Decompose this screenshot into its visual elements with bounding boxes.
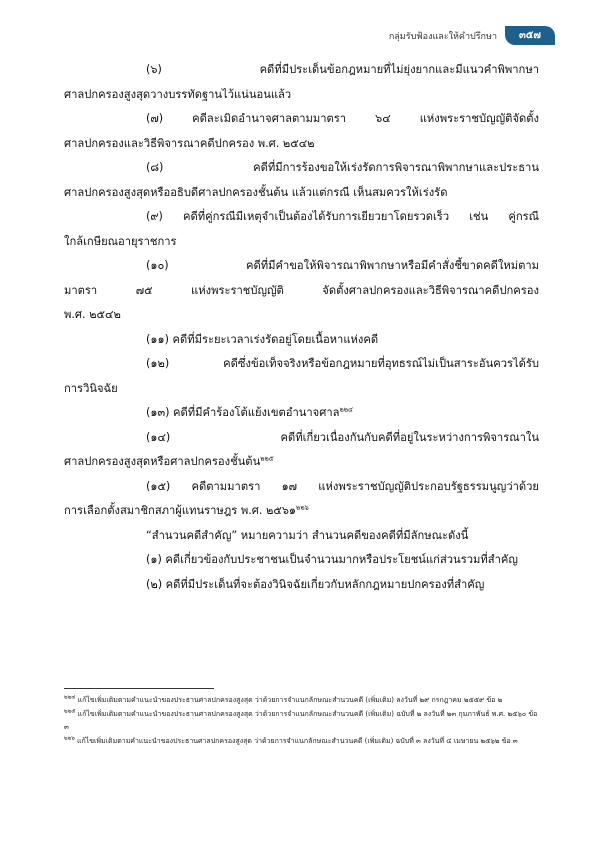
paragraph-item-9-cont: ใกล้เกษียณอายุราชการ [64,234,177,248]
footnote-mark-226: ๒๒๖ [64,735,75,742]
footnote-ref-226[interactable]: ๒๒๖ [296,503,309,512]
footnote-text-226: แก้ไขเพิ่มเติมตามคำแนะนำของประธานศาลปกครองสูงสุด ว่าด้วยการจำแนกลักษณะสำนวนคดี (เพิ่มเติม) ฉบับที่ ๓ ลงวันที่ ๔ เมษายน ๒๕๖๒ ข้อ ๓ [76,737,518,745]
page-header [389,26,555,45]
paragraph-item-10: (๑๐) คดีที่มีคำขอให้พิจารณาพิพากษาหรือมีคำสั่งชี้ขาดคดีใหม่ตาม [146,259,539,272]
paragraph-item-13: (๑๓) คดีที่มีคำร้องโต้แย้งเขตอำนาจศาล [146,406,340,419]
definition-paragraph: “สำนวนคดีสำคัญ” หมายความว่า สำนวนคดีของคดีที่มีลักษณะดังนี้ [146,528,469,542]
paragraph-item-13-line [64,401,539,426]
definition-item-2: (๒) คดีที่มีประเด็นที่จะต้องวินิจฉัยเกี่ยวกับหลักกฎหมายปกครองที่สำคัญ [146,577,485,591]
paragraph-item-15: (๑๕) คดีตามมาตรา ๑๗ แห่งพระราชบัญญัติประกอบรัฐธรรมนูญว่าด้วย [146,479,539,493]
paragraph-item-12: (๑๒) คดีซึ่งข้อเท็จจริงหรือข้อกฎหมายที่อุทธรณ์ไม่เป็นสาระอันควรได้รับ [146,357,539,370]
footnote-mark-225: ๒๒๕ [64,708,76,715]
paragraph-item-8-cont: ศาลปกครองสูงสุดหรืออธิบดีศาลปกครองชั้นต้น แล้วแต่กรณี เห็นสมควรให้เร่งรัด [64,185,448,199]
footnote-ref-224[interactable]: ๒๒๔ [339,405,353,414]
paragraph-item-14: (๑๔) คดีที่เกี่ยวเนื่องกันกับคดีที่อยู่ในระหว่างการพิจารณาใน [146,430,539,444]
footnote-divider [64,688,214,689]
page-number-badge: ๓๕๗ [505,26,555,45]
paragraph-item-8: (๘) คดีที่มีการร้องขอให้เร่งรัดการพิจารณาพิพากษาและประธาน [146,161,539,174]
footnotes [64,694,539,749]
header-section-label: กลุ่มรับฟ้องและให้คำปรึกษา [388,31,497,42]
paragraph-item-6: (๖) คดีที่มีประเด็นข้อกฎหมายที่ไม่ยุ่งยากและมีแนวคำพิพากษา [146,63,539,76]
paragraph-item-10-cont2: พ.ศ. ๒๕๔๒ [64,308,121,321]
paragraph-item-7-cont: ศาลปกครองและวิธีพิจารณาคดีปกครอง พ.ศ. ๒๕๔๒ [64,136,315,150]
paragraph-item-9: (๙) คดีที่คู่กรณีมีเหตุจำเป็นต้องได้รับการเยียวยาโดยรวดเร็ว เช่น คู่กรณี [146,210,539,223]
footnote-225 [64,708,539,734]
footnote-ref-225[interactable]: ๒๒๕ [260,454,274,463]
footnote-mark-224: ๒๒๔ [64,694,76,701]
body-text [64,58,539,597]
paragraph-item-10-cont: มาตรา ๗๕ แห่งพระราชบัญญัติ จัดตั้งศาลปกครองและวิธีพิจารณาคดีปกครอง [64,283,539,297]
paragraph-item-14-cont-line [64,450,539,475]
footnote-224 [64,694,539,707]
paragraph-item-7: (๗) คดีละเมิดอำนาจศาลตามมาตรา ๖๔ แห่งพระราชบัญญัติจัดตั้ง [146,112,539,125]
paragraph-item-6-cont: ศาลปกครองสูงสุดวางบรรทัดฐานไว้แน่นอนแล้ว [64,87,292,101]
paragraph-item-15-cont-line [64,499,539,524]
footnote-text-225: แก้ไขเพิ่มเติมตามคำแนะนำของประธานศาลปกครองสูงสุด ว่าด้วยการจำแนกลักษณะสำนวนคดี (เพิ่มเติม) ฉบับที่ ๒ ลงวันที่ ๒๓ กุมภาพันธ์ พ.ศ. ๒๕๖๐ ข้อ ๓ [64,710,538,731]
paragraph-item-11: (๑๑) คดีที่มีระยะเวลาเร่งรัดอยู่โดยเนื้อหาแห่งคดี [146,332,379,346]
definition-item-1: (๑) คดีเกี่ยวข้องกับประชาชนเป็นจำนวนมากหรือประโยชน์แก่ส่วนรวมที่สำคัญ [146,553,518,566]
paragraph-item-15-cont: การเลือกตั้งสมาชิกสภาผู้แทนราษฎร พ.ศ. ๒๕๖๑ [64,504,297,517]
footnote-text-224: แก้ไขเพิ่มเติมตามคำแนะนำของประธานศาลปกครองสูงสุด ว่าด้วยการจำแนกลักษณะสำนวนคดี (เพิ่มเติม) ลงวันที่ ๒๙ กรกฎาคม ๒๕๕๙ ข้อ ๒ [77,696,503,704]
paragraph-item-12-cont: การวินิจฉัย [64,381,118,395]
footnote-226 [64,735,539,748]
paragraph-item-14-cont: ศาลปกครองสูงสุดหรือศาลปกครองชั้นต้น [64,455,261,468]
